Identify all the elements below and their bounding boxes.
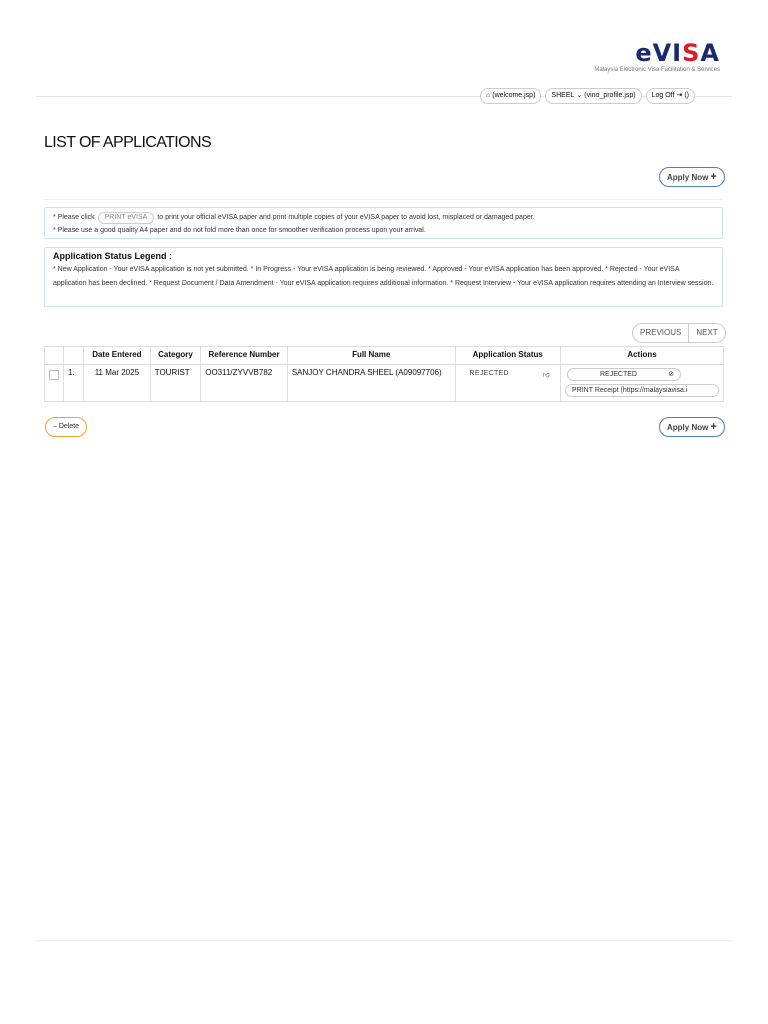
instruction-line-1 [53,211,714,224]
minus-icon: – [53,423,57,430]
user-profile-link[interactable] [545,88,641,104]
print-instructions [44,207,723,239]
apply-now-label-bottom: Apply Now [667,423,709,432]
home-link-label: (welcome.jsp) [492,92,536,99]
print-evisa-button[interactable]: PRINT eVISA [98,212,155,224]
delete-label: Delete [58,423,80,430]
apply-now-label: Apply Now [667,173,709,182]
row-status: REJECTED [469,370,509,377]
logo-letter-a: A [700,39,720,67]
instruction-line-2: * Please use a good quality A4 paper and do not fold more than once for smoother verification process upon your arrival. [53,227,426,234]
thumbs-down-icon: 👎︎ [542,372,550,379]
plus-icon: + [710,171,717,183]
home-link[interactable] [480,88,541,104]
row-category: TOURIST [150,365,201,402]
table-row [45,365,724,402]
delete-button[interactable] [45,417,87,437]
plus-icon: + [710,421,717,433]
applications-table [44,346,724,402]
header-status: Application Status [455,347,560,365]
next-button[interactable]: NEXT [689,323,725,343]
ban-icon: ⊘ [668,371,674,378]
page-title: LIST OF APPLICATIONS [44,134,212,151]
print-receipt-button[interactable]: PRINT Receipt (https://malaysiavisa.i [565,384,719,397]
row-actions-cell [561,365,724,402]
logoff-link[interactable] [646,88,695,104]
rejected-action-button[interactable] [567,368,681,381]
instruction-1-prefix: * Please click [53,214,95,221]
row-reference: OO311/ZYVVB782 [201,365,288,402]
section-divider [44,199,723,200]
row-select-cell [45,365,64,402]
pagination [632,323,726,343]
header-date: Date Entered [84,347,151,365]
row-checkbox[interactable] [49,370,59,380]
logoff-suffix: () [684,92,690,99]
header-actions: Actions [561,347,724,365]
logo-subtitle: Malaysia Electronic Visa Facilitation & Services [594,67,720,73]
logo-letters-vi: VI [652,39,683,67]
top-navigation [480,88,695,104]
chevron-down-icon: ⌄ [576,92,583,99]
instruction-1-suffix: to print your official eVISA paper and print multiple copies of your eVISA paper to avoid lost, misplaced or damaged paper. [157,214,535,221]
header-full-name: Full Name [287,347,455,365]
row-number: 1. [64,365,84,402]
row-full-name: SANJOY CHANDRA SHEEL (A09097706) [287,365,455,402]
previous-button[interactable]: PREVIOUS [632,323,689,343]
home-icon: ⌂ [486,92,491,99]
sign-out-icon: ⇥ [676,92,683,99]
logo-wordmark [560,40,720,66]
apply-now-button-bottom[interactable] [659,417,725,437]
profile-link-label: (vino_profile.jsp) [584,92,636,99]
logo-letter-s: S [682,39,701,67]
header-category: Category [150,347,201,365]
logo-letter-e: e [635,39,653,67]
legend-text: * New Application - Your eVISA application is not yet submitted. * In Progress - Your eVISA application is being reviewed. * Approved - Your eVISA application has been approved. * Rejected - Your eVISA application has been declined. * Request Document / Data Amendment - Your eVISA application requires additional information. * Request Interview - Your eVISA application requires attending an Interview session. [53,266,714,287]
header-select [45,347,64,365]
apply-now-button-top[interactable] [659,167,725,187]
user-label: SHEEL [551,92,575,99]
rejected-action-label: REJECTED [600,371,637,378]
footer-divider [36,940,732,941]
logoff-label: Log Off [651,92,675,99]
row-status-cell [455,365,560,402]
table-header-row [45,347,724,365]
header-reference: Reference Number [201,347,288,365]
legend-title: Application Status Legend : [53,251,173,261]
row-date: 11 Mar 2025 [84,365,151,402]
status-legend [44,247,723,307]
evisa-logo[interactable] [560,40,720,73]
header-number [64,347,84,365]
